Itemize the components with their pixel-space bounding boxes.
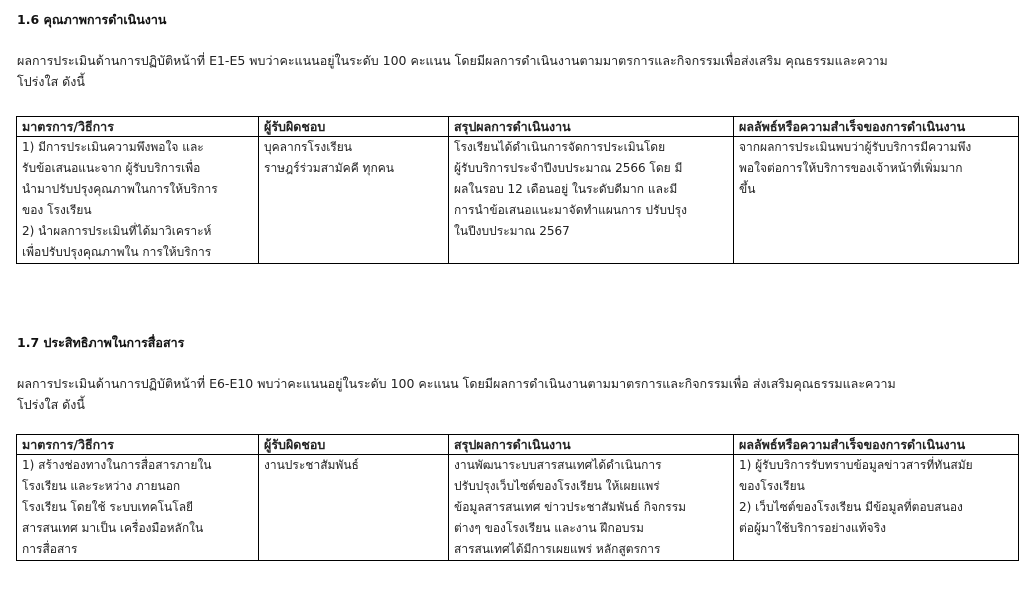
table-cell — [259, 455, 449, 561]
cell-line: 2) เว็บไซต์ของโรงเรียน มีข้อมูลที่ตอบสนอง — [739, 500, 963, 514]
cell-line: ของโรงเรียน — [739, 479, 805, 493]
cell-line: ผลในรอบ 12 เดือนอยู่ ในระดับดีมาก และมี — [454, 182, 678, 196]
cell-line: ในปีงบประมาณ 2567 — [454, 224, 570, 238]
cell-line: 1) มีการประเมินความพึงพอใจ และ — [22, 140, 204, 154]
cell-line: การสื่อสาร — [22, 542, 78, 556]
table-cell — [734, 455, 1019, 561]
section-paragraph — [17, 373, 1007, 415]
table-cell — [17, 455, 259, 561]
cell-line: เพื่อปรับปรุงคุณภาพใน การให้บริการ — [22, 245, 212, 259]
cell-line: พอใจต่อการให้บริการของเจ้าหน้าที่เพิ่มมาก — [739, 161, 963, 175]
cell-line: โรงเรียนได้ดำเนินการจัดการประเมินโดย — [454, 140, 666, 154]
paragraph-line: โปร่งใส ดังนี้ — [17, 74, 85, 89]
table-row — [17, 137, 1019, 264]
cell-line: นำมาปรับปรุงคุณภาพในการให้บริการ — [22, 182, 218, 196]
column-header: ผลลัพธ์หรือความสำเร็จของการดำเนินงาน — [734, 435, 1019, 455]
table-cell — [449, 137, 734, 264]
table-header-row — [17, 435, 1019, 455]
measures-table — [16, 116, 1019, 264]
cell-line: 1) ผู้รับบริการรับทราบข้อมูลข่าวสารที่ทันสมัย — [739, 458, 973, 472]
cell-line: ปรับปรุงเว็บไซต์ของโรงเรียน ให้เผยแพร่ — [454, 479, 660, 493]
column-header: สรุปผลการดำเนินงาน — [449, 117, 734, 137]
column-header: ผู้รับผิดชอบ — [259, 117, 449, 137]
cell-line: งานพัฒนาระบบสารสนเทศได้ดำเนินการ — [454, 458, 662, 472]
cell-line: รับข้อเสนอแนะจาก ผู้รับบริการเพื่อ — [22, 161, 201, 175]
cell-line: โรงเรียน และระหว่าง ภายนอก — [22, 479, 181, 493]
column-header: ผลลัพธ์หรือความสำเร็จของการดำเนินงาน — [734, 117, 1019, 137]
column-header: มาตรการ/วิธีการ — [17, 435, 259, 455]
cell-line: บุคลากรโรงเรียน — [264, 140, 352, 154]
measures-table — [16, 434, 1019, 561]
cell-line: ของ โรงเรียน — [22, 203, 92, 217]
table-cell — [259, 137, 449, 264]
cell-line: การนำข้อเสนอแนะมาจัดทำแผนการ ปรับปรุง — [454, 203, 687, 217]
cell-line: ต่อผู้มาใช้บริการอย่างแท้จริง — [739, 521, 887, 535]
section-heading: 1.7 ประสิทธิภาพในการสื่อสาร — [17, 335, 185, 350]
cell-line: ต่างๆ ของโรงเรียน และงาน ฝึกอบรม — [454, 521, 644, 535]
table-header-row — [17, 117, 1019, 137]
column-header: ผู้รับผิดชอบ — [259, 435, 449, 455]
table-cell — [17, 137, 259, 264]
paragraph-line: โปร่งใส ดังนี้ — [17, 397, 85, 412]
column-header: มาตรการ/วิธีการ — [17, 117, 259, 137]
section-paragraph — [17, 50, 1007, 92]
paragraph-line: ผลการประเมินด้านการปฏิบัติหน้าที่ E6-E10 พบว่าคะแนนอยู่ในระดับ 100 คะแนน โดยมีผลการดำเนินงานตามมาตรการและกิจกรรมเพื่อ ส่งเสริมคุณธรรมและความ — [17, 376, 896, 391]
cell-line: โรงเรียน โดยใช้ ระบบเทคโนโลยี — [22, 500, 194, 514]
section-heading: 1.6 คุณภาพการดำเนินงาน — [17, 12, 167, 27]
cell-line: 1) สร้างช่องทางในการสื่อสารภายใน — [22, 458, 212, 472]
cell-line: ขึ้น — [739, 182, 756, 196]
cell-line: งานประชาสัมพันธ์ — [264, 458, 359, 472]
cell-line: 2) นำผลการประเมินที่ได้มาวิเคราะห์ — [22, 224, 212, 238]
table-row — [17, 455, 1019, 561]
column-header: สรุปผลการดำเนินงาน — [449, 435, 734, 455]
table-cell — [449, 455, 734, 561]
cell-line: สารสนเทศ มาเป็น เครื่องมือหลักใน — [22, 521, 204, 535]
cell-line: ข้อมูลสารสนเทศ ข่าวประชาสัมพันธ์ กิจกรรม — [454, 500, 687, 514]
cell-line: สารสนเทศได้มีการเผยแพร่ หลักสูตรการ — [454, 542, 661, 556]
cell-line: ผู้รับบริการประจำปีงบประมาณ 2566 โดย มี — [454, 161, 683, 175]
cell-line: จากผลการประเมินพบว่าผู้รับบริการมีความพึง — [739, 140, 972, 154]
table-cell — [734, 137, 1019, 264]
cell-line: ราษฎร์ร่วมสามัคคี ทุกคน — [264, 161, 394, 175]
paragraph-line: ผลการประเมินด้านการปฏิบัติหน้าที่ E1-E5 พบว่าคะแนนอยู่ในระดับ 100 คะแนน โดยมีผลการดำเนินงานตามมาตรการและกิจกรรมเพื่อส่งเสริม คุณธรรมและความ — [17, 53, 888, 68]
